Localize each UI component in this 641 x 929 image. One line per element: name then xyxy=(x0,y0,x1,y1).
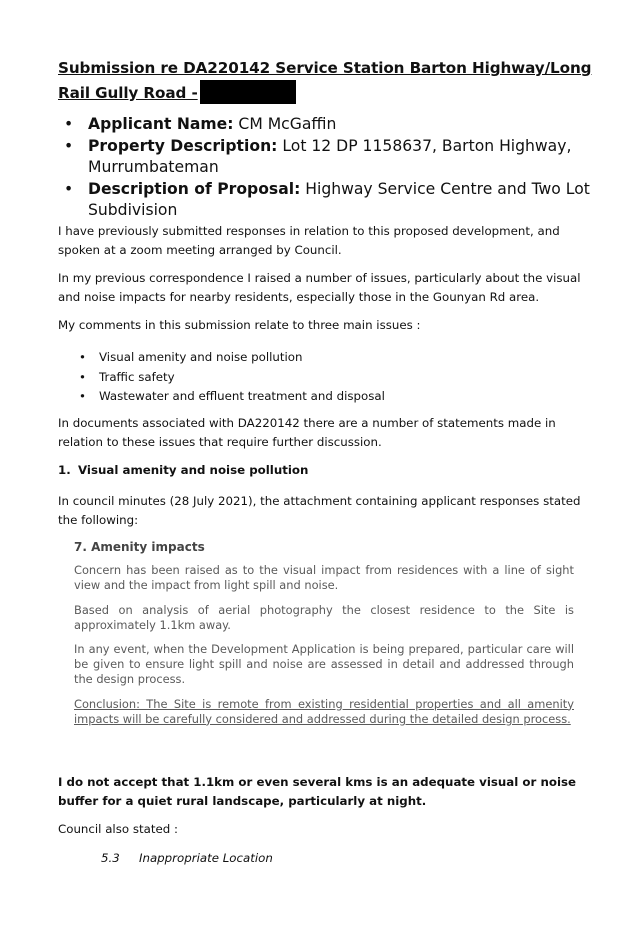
paragraph-council-minutes: In council minutes (28 July 2021), the attachment containing applicant responses stated the following: xyxy=(58,494,581,527)
paragraph-main-issues-intro: My comments in this submission relate to three main issues : xyxy=(58,318,421,332)
quote-conclusion: Conclusion: The Site is remote from existing residential properties and all amenity impacts will be carefully considered and addressed during the detailed design process. xyxy=(74,696,574,726)
property-description-item: • Property Description: Lot 12 DP 1158637, Barton Highway, Murrumbateman xyxy=(62,136,622,179)
list-item: • Wastewater and effluent treatment and disposal xyxy=(79,387,599,407)
redaction-block xyxy=(200,80,296,104)
list-item: • Visual amenity and noise pollution xyxy=(79,348,599,368)
paragraph-documents-statements: In documents associated with DA220142 there are a number of statements made in relation to these issues that require further discussion. xyxy=(58,416,556,449)
paragraph-previous-issues: In my previous correspondence I raised a number of issues, particularly about the visual and noise impacts for nearby residents, especially those in the Gounyan Rd area. xyxy=(58,271,581,304)
paragraph-previous-submissions: I have previously submitted responses in relation to this proposed development, and spoken at a zoom meeting arranged by Council. xyxy=(58,224,560,257)
quote-heading: 7. Amenity impacts xyxy=(74,540,205,554)
paragraph-council-stated: Council also stated : xyxy=(58,822,178,836)
quoted-excerpt xyxy=(74,540,574,736)
paragraph-buffer-objection: I do not accept that 1.1km or even several kms is an adequate visual or noise buffer for a quiet rural landscape, particularly at night. xyxy=(58,775,577,808)
page-title xyxy=(58,57,598,105)
applicant-name-item: • Applicant Name: CM McGaffin xyxy=(62,114,622,136)
quote-paragraph: In any event, when the Development Application is being prepared, particular care will be given to ensure light spill and noise are assessed in detail and addressed through the design process. xyxy=(74,642,574,687)
applicant-details-list xyxy=(62,114,622,222)
quote-paragraph: Concern has been raised as to the visual impact from residences with a line of sight view and the impact from light spill and noise. xyxy=(74,563,574,593)
title-text: Submission re DA220142 Service Station Barton Highway/Long Rail Gully Road - xyxy=(58,59,592,102)
proposal-description-item: • Description of Proposal: Highway Service Centre and Two Lot Subdivision xyxy=(62,179,622,222)
list-item: • Traffic safety xyxy=(79,368,599,388)
main-issues-list xyxy=(79,348,599,407)
subsection-heading: 5.3 Inappropriate Location xyxy=(101,851,273,865)
section-heading-visual-amenity: 1. Visual amenity and noise pollution xyxy=(58,463,309,477)
quote-paragraph: Based on analysis of aerial photography the closest residence to the Site is approximately 1.1km away. xyxy=(74,602,574,632)
